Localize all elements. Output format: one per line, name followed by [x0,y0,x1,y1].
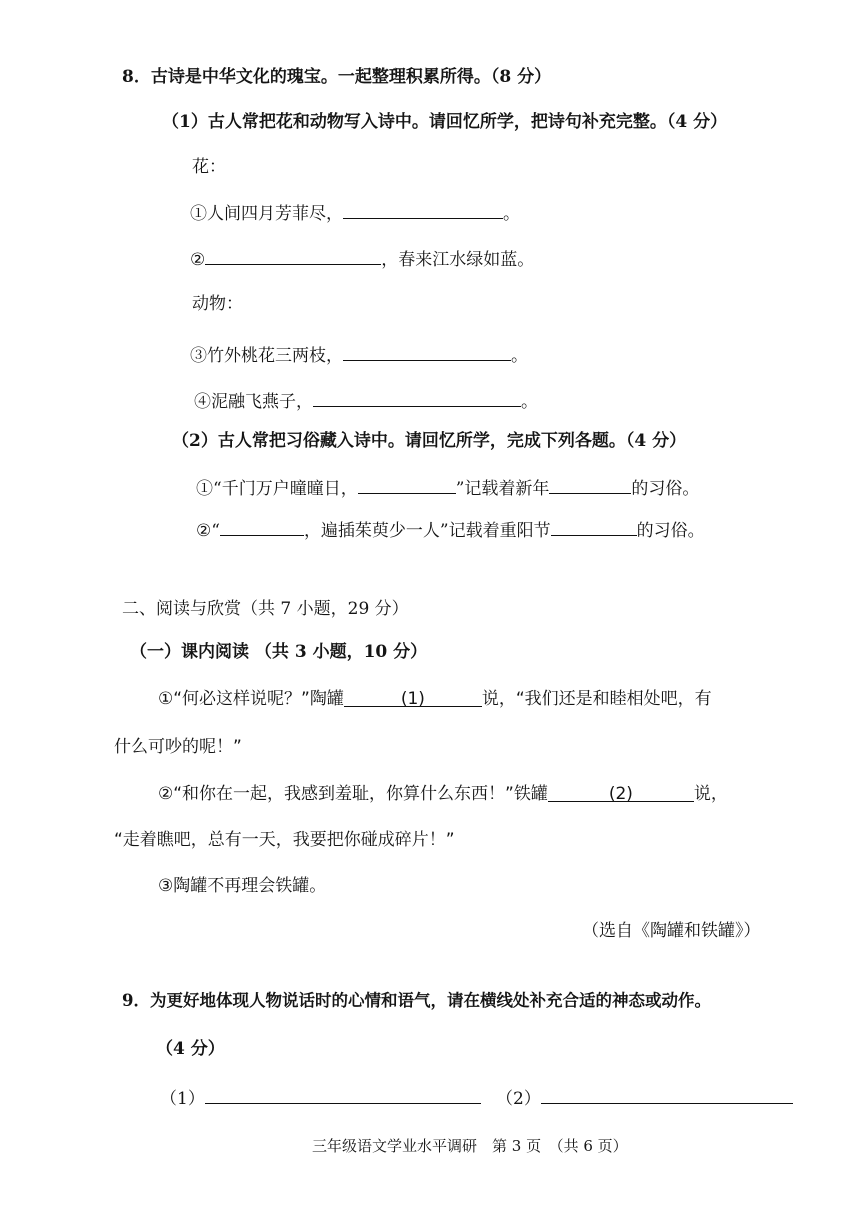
poem-item-3 [190,342,528,367]
animal-label: 动物： [192,294,243,314]
subsection-heading: （一）课内阅读 （共 3 小题，10 分） [130,642,428,662]
q9-label-2: （2） [496,1089,541,1109]
answer-blank[interactable] [205,246,381,265]
blank-number: (2) [608,784,633,804]
poem-item-2-num: ② [190,250,206,270]
custom-item-1 [196,475,699,500]
passage-p2-c: “走着瞧吧，总有一天，我要把你碰成碎片！” [114,830,455,850]
answer-blank[interactable] [343,200,503,219]
q8-part1-heading: （1）古人常把花和动物写入诗中。请回忆所学，把诗句补充完整。（4 分） [162,112,728,132]
q9-title: 9．为更好地体现人物说话时的心情和语气，请在横线处补充合适的神态或动作。 [122,991,711,1010]
answer-blank[interactable] [343,342,511,361]
blank-number: (1) [400,689,425,709]
q8-title: 8．古诗是中华文化的瑰宝。一起整理积累所得。（8 分） [122,67,552,87]
answer-blank[interactable] [358,475,456,494]
passage-line-1 [158,688,712,710]
q9-answer-1 [160,1085,481,1110]
answer-blank[interactable] [313,388,521,407]
poem-item-3-end: 。 [511,346,528,366]
passage-p2-a: ②“和你在一起，我感到羞耻，你算什么东西！”铁罐 [158,784,548,804]
answer-blank[interactable] [205,1085,481,1104]
answer-blank[interactable] [549,475,631,494]
custom-item-2-b: ，遍插茱萸少一人”记载着重阳节 [303,521,551,541]
answer-blank[interactable] [220,517,304,536]
custom-item-2-a: ②“ [196,521,220,541]
passage-source: （选自《陶罐和铁罐》） [582,921,761,941]
passage-p1-a: ①“何必这样说呢？”陶罐 [158,689,344,709]
q9-label-1: （1） [160,1089,205,1109]
poem-item-4-text: ④泥融飞燕子， [194,392,313,412]
passage-p3: ③陶罐不再理会铁罐。 [158,876,327,896]
answer-blank-1[interactable] [344,688,482,707]
poem-item-1-text: ①人间四月芳菲尽， [190,204,343,224]
passage-p2-b: 说， [693,784,728,804]
passage-p1-c: 什么可吵的呢！” [114,737,242,757]
q8-part2-heading: （2）古人常把习俗藏入诗中。请回忆所学，完成下列各题。（4 分） [172,431,687,451]
q9-points: （4 分） [156,1039,225,1059]
flower-label: 花： [192,157,226,177]
passage-line-2 [158,783,728,805]
custom-item-2-c: 的习俗。 [636,521,705,541]
poem-item-4-end: 。 [521,392,538,412]
custom-item-1-a: ①“千门万户曈曈日， [196,479,358,499]
custom-item-1-c: 的习俗。 [631,479,700,499]
custom-item-1-b: ”记载着新年 [455,479,550,499]
poem-item-2 [190,246,534,271]
q9-answer-2 [496,1085,793,1110]
answer-blank-2[interactable] [548,783,694,802]
answer-blank[interactable] [551,517,637,536]
poem-item-2-text: ，春来江水绿如蓝。 [381,250,535,270]
custom-item-2 [196,517,705,542]
page-footer: 三年级语文学业水平调研 第 3 页 （共 6 页） [312,1137,628,1155]
poem-item-4 [194,388,538,413]
answer-blank[interactable] [541,1085,793,1104]
section-heading: 二、阅读与欣赏（共 7 小题，29 分） [122,599,409,619]
poem-item-3-text: ③竹外桃花三两枝， [190,346,343,366]
poem-item-1-end: 。 [503,204,520,224]
passage-p1-b: 说，“我们还是和睦相处吧，有 [481,689,712,709]
poem-item-1 [190,200,520,225]
